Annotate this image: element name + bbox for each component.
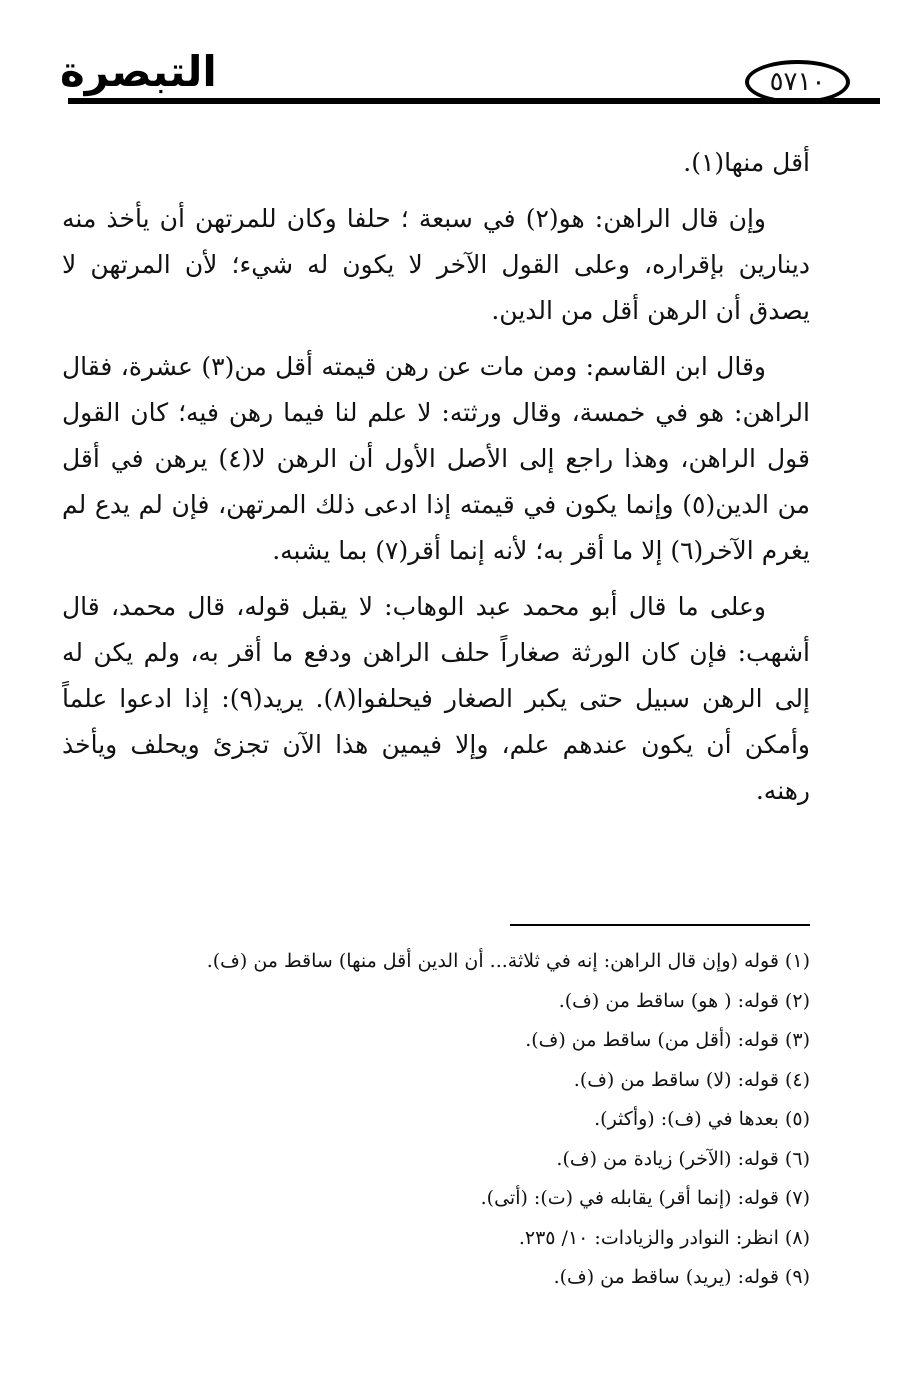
paragraph: وعلى ما قال أبو محمد عبد الوهاب: لا يقبل قوله، قال محمد، قال أشهب: فإن كان الورثة صغاراً حلف الراهن ودفع ما أقر به، ولم يكن له إلى الرهن سبيل حتى يكبر الصغار فيحلفوا(٨). يريد(٩): إذا ادعوا علماً وأمكن أن يكون عندهم علم، وإلا فيمين هذا الآن تجزئ ويحلف ويأخذ رهنه. (62, 592, 810, 805)
footnotes (62, 942, 810, 1298)
footnote: (٦) قوله: (الآخر) زيادة من (ف). (556, 1147, 810, 1170)
footnote: (٧) قوله: (إنما أقر) يقابله في (ت): (أتى). (480, 1187, 810, 1209)
paragraph: وإن قال الراهن: هو(٢) في سبعة ؛ حلفا وكان للمرتهن أن يأخذ منه دينارين بإقراره، وعلى القول الآخر لا يكون له شيء؛ لأن المرتهن لا يصدق أن الرهن أقل من الدين. (62, 204, 810, 325)
header-rule (68, 98, 880, 104)
footnote: (٨) انظر: النوادر والزيادات: ١٠/ ٢٣٥. (518, 1226, 810, 1249)
footnote: (٩) قوله: (يريد) ساقط من (ف). (553, 1266, 810, 1288)
page-header (40, 40, 880, 120)
page-number: ٥٧١٠ (745, 60, 850, 104)
footnote: (٤) قوله: (لا) ساقط من (ف). (573, 1068, 810, 1091)
main-text (62, 140, 810, 824)
footnote: (١) قوله (وإن قال الراهن: إنه في ثلاثة... أن الدين أقل منها) ساقط من (ف). (206, 950, 810, 972)
footnote: (٣) قوله: (أقل من) ساقط من (ف). (525, 1029, 810, 1051)
footnote: (٥) بعدها في (ف): (وأكثر). (594, 1108, 810, 1130)
paragraph: أقل منها(١). (683, 148, 810, 177)
book-title: التبصرة (60, 47, 217, 96)
footnote-separator (510, 924, 810, 926)
paragraph: وقال ابن القاسم: ومن مات عن رهن قيمته أقل من(٣) عشرة، فقال الراهن: هو في خمسة، وقال ورثته: لا علم لنا فيما رهن فيه؛ كان القول قول الراهن، وهذا راجع إلى الأصل الأول أن الرهن لا(٤) يرهن في أقل من الدين(٥) وإنما يكون في قيمته إذا ادعى ذلك المرتهن، فإن لم يدع لم يغرم الآخر(٦) إلا ما أقر به؛ لأنه إنما أقر(٧) بما يشبه. (62, 352, 811, 565)
footnote: (٢) قوله: ( هو) ساقط من (ف). (558, 989, 810, 1012)
